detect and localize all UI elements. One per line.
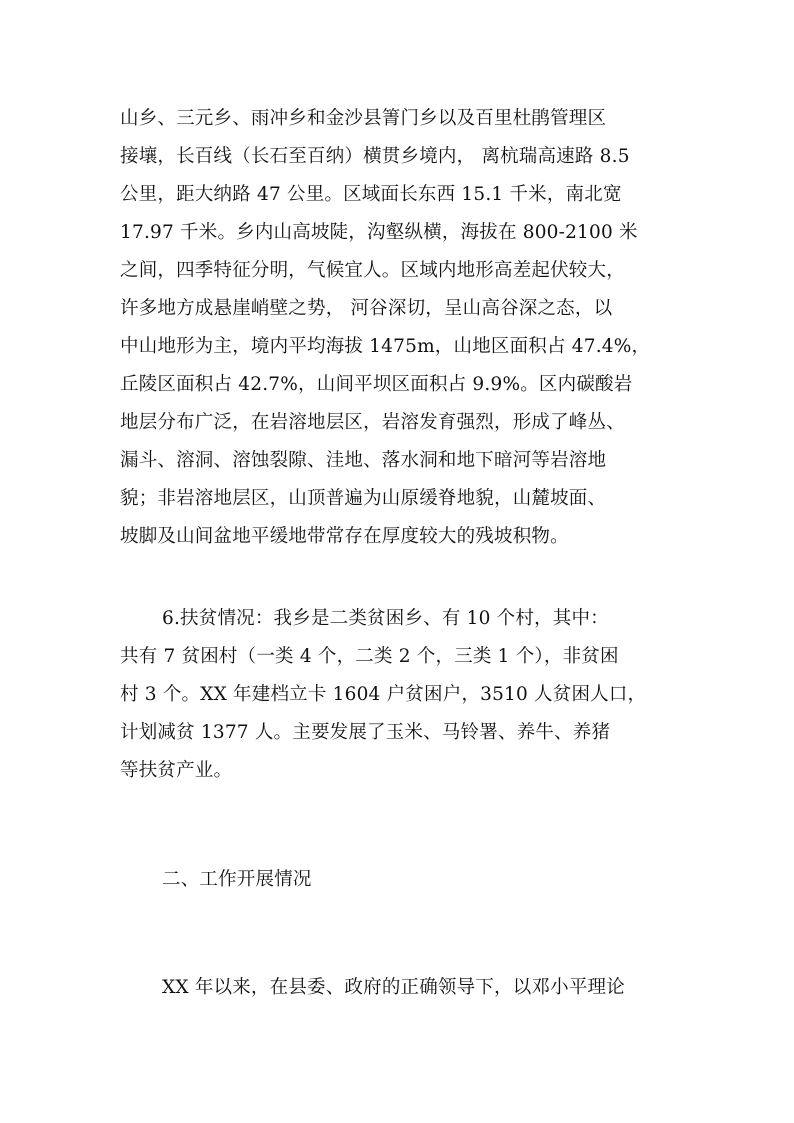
text-line: 6.扶贫情况：我乡是二类贫困乡、有 10 个村，其中： (162, 608, 609, 629)
text-line: 许多地方成悬崖峭壁之势， 河谷深切，呈山高谷深之态，以 (120, 298, 613, 319)
text-line: 貌；非岩溶地层区，山顶普遍为山原缓脊地貌，山麓坡面、 (120, 488, 607, 509)
text-line: XX 年以来，在县委、政府的正确领导下，以邓小平理论 (162, 977, 625, 998)
text-line: 17.97 千米。乡内山高坡陡，沟壑纵横，海拔在 800-2100 米 (120, 222, 638, 243)
text-line: 之间，四季特征分明，气候宜人。区域内地形高差起伏较大， (120, 260, 625, 281)
text-line: 接壤，长百线（长石至百纳）横贯乡境内， 离杭瑞高速路 8.5 (120, 146, 630, 167)
text-line: 坡脚及山间盆地平缓地带常存在厚度较大的残坡积物。 (120, 526, 569, 547)
text-line: 公里，距大纳路 47 公里。区域面长东西 15.1 千米，南北宽 (120, 184, 622, 205)
text-line: 村 3 个。XX 年建档立卡 1604 户贫困户，3510 人贫困人口， (120, 684, 647, 705)
text-line: 共有 7 贫困村（一类 4 个，二类 2 个，三类 1 个），非贫困 (120, 646, 619, 667)
text-line: 中山地形为主，境内平均海拔 1475m，山地区面积占 47.4%， (120, 336, 651, 357)
text-line: 地层分布广泛，在岩溶地层区，岩溶发育强烈，形成了峰丛、 (120, 412, 625, 433)
text-line: 丘陵区面积占 42.7%，山间平坝区面积占 9.9%。区内碳酸岩 (120, 374, 633, 395)
text-line: 山乡、三元乡、雨冲乡和金沙县箐门乡以及百里杜鹃管理区 (120, 108, 607, 129)
text-line: 等扶贫产业。 (120, 760, 233, 781)
text-line: 计划减贫 1377 人。主要发展了玉米、马铃署、养牛、养猪 (120, 722, 611, 743)
section-heading: 二、工作开展情况 (162, 869, 312, 890)
text-line: 漏斗、溶洞、溶蚀裂隙、洼地、落水洞和地下暗河等岩溶地 (120, 450, 607, 471)
